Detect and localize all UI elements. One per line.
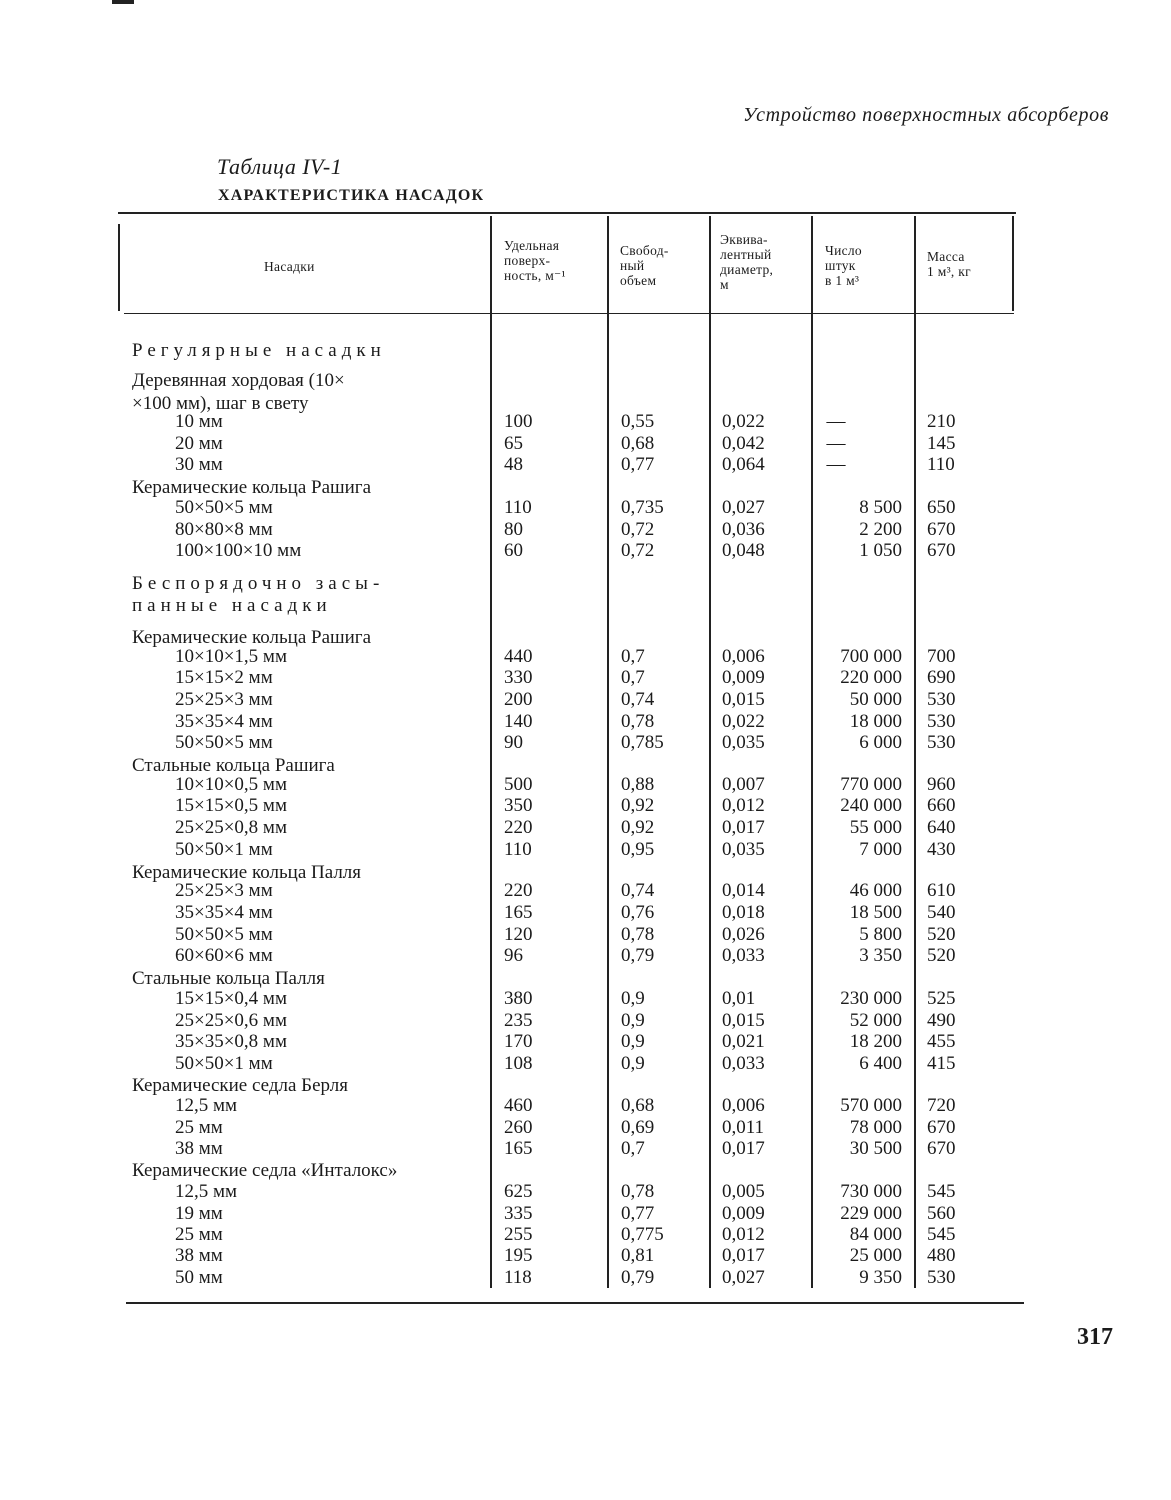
pieces-per-m3-cell: 84 000 — [849, 1224, 902, 1245]
pieces-per-m3-cell: 55 000 — [849, 817, 902, 838]
packing-name-cell: 19 мм — [175, 1203, 223, 1224]
specific-surface-cell: 195 — [504, 1245, 533, 1266]
mass-per-m3-cell: 520 — [927, 945, 956, 966]
free-volume-cell: 0,68 — [621, 433, 655, 454]
pieces-per-m3-cell: 18 000 — [849, 711, 902, 732]
mass-per-m3-cell: 210 — [927, 411, 956, 432]
free-volume-cell: 0,9 — [621, 988, 645, 1009]
equivalent-diameter-cell: 0,027 — [722, 497, 765, 518]
packing-name-cell: 12,5 мм — [175, 1095, 238, 1116]
packing-name-cell: Керамические седла Берля — [132, 1075, 348, 1096]
col-header-specific-surface: Удельная поверх- ность, м⁻¹ — [504, 238, 566, 283]
free-volume-cell: 0,775 — [621, 1224, 664, 1245]
packing-name-cell: 10 мм — [175, 411, 223, 432]
specific-surface-cell: 235 — [504, 1010, 533, 1031]
mass-per-m3-cell: 545 — [927, 1224, 956, 1245]
packing-name-cell: 80×80×8 мм — [175, 519, 273, 540]
free-volume-cell: 0,9 — [621, 1031, 645, 1052]
table-left-rule — [118, 224, 120, 311]
pieces-per-m3-cell: — — [826, 411, 846, 432]
packing-name-cell: 10×10×0,5 мм — [175, 774, 287, 795]
pieces-per-m3-cell: 30 500 — [849, 1138, 902, 1159]
specific-surface-cell: 350 — [504, 795, 533, 816]
specific-surface-cell: 90 — [504, 732, 523, 753]
mass-per-m3-cell: 415 — [927, 1053, 956, 1074]
specific-surface-cell: 500 — [504, 774, 533, 795]
mass-per-m3-cell: 110 — [927, 454, 955, 475]
free-volume-cell: 0,77 — [621, 454, 655, 475]
free-volume-cell: 0,95 — [621, 839, 655, 860]
specific-surface-cell: 80 — [504, 519, 523, 540]
mass-per-m3-cell: 530 — [927, 732, 956, 753]
free-volume-cell: 0,55 — [621, 411, 655, 432]
specific-surface-cell: 120 — [504, 924, 533, 945]
pieces-per-m3-cell: 78 000 — [849, 1117, 902, 1138]
specific-surface-cell: 65 — [504, 433, 523, 454]
table-top-rule — [118, 212, 1016, 214]
col-header-mass: Масса 1 м³, кг — [927, 249, 971, 279]
mass-per-m3-cell: 670 — [927, 540, 956, 561]
free-volume-cell: 0,78 — [621, 1181, 655, 1202]
equivalent-diameter-cell: 0,048 — [722, 540, 765, 561]
free-volume-cell: 0,72 — [621, 540, 655, 561]
pieces-per-m3-cell: 6 000 — [859, 732, 902, 753]
specific-surface-cell: 118 — [504, 1267, 532, 1288]
col-divider-2 — [607, 216, 609, 1288]
free-volume-cell: 0,76 — [621, 902, 655, 923]
pieces-per-m3-cell: 9 350 — [859, 1267, 902, 1288]
equivalent-diameter-cell: 0,018 — [722, 902, 765, 923]
packing-name-cell: 25×25×3 мм — [175, 880, 273, 901]
col-header-equivalent-diameter: Эквива- лентный диаметр, м — [720, 232, 774, 292]
specific-surface-cell: 108 — [504, 1053, 533, 1074]
specific-surface-cell: 96 — [504, 945, 523, 966]
packing-name-cell: 38 мм — [175, 1138, 223, 1159]
mass-per-m3-cell: 700 — [927, 646, 956, 667]
free-volume-cell: 0,7 — [621, 1138, 645, 1159]
free-volume-cell: 0,7 — [621, 667, 645, 688]
equivalent-diameter-cell: 0,035 — [722, 732, 765, 753]
specific-surface-cell: 165 — [504, 902, 533, 923]
pieces-per-m3-cell: 770 000 — [840, 774, 902, 795]
specific-surface-cell: 260 — [504, 1117, 533, 1138]
pieces-per-m3-cell: 220 000 — [840, 667, 902, 688]
pieces-per-m3-cell: 46 000 — [849, 880, 902, 901]
pieces-per-m3-cell: — — [826, 433, 846, 454]
mass-per-m3-cell: 145 — [927, 433, 956, 454]
packing-name-cell: 50×50×1 мм — [175, 839, 273, 860]
packing-name-cell: Керамические седла «Инталокс» — [132, 1160, 398, 1181]
pieces-per-m3-cell: 3 350 — [859, 945, 902, 966]
packing-name-cell: 35×35×4 мм — [175, 711, 273, 732]
packing-name-cell: Стальные кольца Рашига — [132, 755, 335, 776]
specific-surface-cell: 100 — [504, 411, 533, 432]
mass-per-m3-cell: 525 — [927, 988, 956, 1009]
mass-per-m3-cell: 530 — [927, 711, 956, 732]
equivalent-diameter-cell: 0,009 — [722, 1203, 765, 1224]
table-bottom-rule — [126, 1302, 1024, 1304]
col-divider-1 — [490, 216, 492, 1288]
equivalent-diameter-cell: 0,014 — [722, 880, 765, 901]
col-divider-5 — [914, 216, 916, 1288]
free-volume-cell: 0,78 — [621, 924, 655, 945]
mass-per-m3-cell: 545 — [927, 1181, 956, 1202]
pieces-per-m3-cell: 50 000 — [849, 689, 902, 710]
free-volume-cell: 0,69 — [621, 1117, 655, 1138]
pieces-per-m3-cell: 18 500 — [849, 902, 902, 923]
specific-surface-cell: 165 — [504, 1138, 533, 1159]
packing-name-cell: 50×50×1 мм — [175, 1053, 273, 1074]
specific-surface-cell: 335 — [504, 1203, 533, 1224]
packing-name-cell: Стальные кольца Палля — [132, 968, 325, 989]
packing-name-cell: Керамические кольца Рашига — [132, 477, 372, 498]
packing-name-cell: Беспорядочно засы- — [132, 573, 385, 594]
equivalent-diameter-cell: 0,015 — [722, 689, 765, 710]
free-volume-cell: 0,735 — [621, 497, 664, 518]
pieces-per-m3-cell: 730 000 — [840, 1181, 902, 1202]
equivalent-diameter-cell: 0,007 — [722, 774, 765, 795]
pieces-per-m3-cell: 1 050 — [859, 540, 902, 561]
pieces-per-m3-cell: 700 000 — [840, 646, 902, 667]
free-volume-cell: 0,74 — [621, 880, 655, 901]
pieces-per-m3-cell: 25 000 — [849, 1245, 902, 1266]
equivalent-diameter-cell: 0,012 — [722, 1224, 765, 1245]
mass-per-m3-cell: 720 — [927, 1095, 956, 1116]
packing-name-cell: 35×35×4 мм — [175, 902, 273, 923]
packing-name-cell: 20 мм — [175, 433, 223, 454]
equivalent-diameter-cell: 0,042 — [722, 433, 765, 454]
free-volume-cell: 0,81 — [621, 1245, 655, 1266]
packing-name-cell: 25×25×3 мм — [175, 689, 273, 710]
specific-surface-cell: 60 — [504, 540, 523, 561]
pieces-per-m3-cell: 6 400 — [859, 1053, 902, 1074]
packing-name-cell: 100×100×10 мм — [175, 540, 302, 561]
free-volume-cell: 0,9 — [621, 1010, 645, 1031]
specific-surface-cell: 170 — [504, 1031, 533, 1052]
equivalent-diameter-cell: 0,017 — [722, 817, 765, 838]
packing-name-cell: 35×35×0,8 мм — [175, 1031, 287, 1052]
packing-name-cell: Керамические кольца Палля — [132, 862, 362, 883]
specific-surface-cell: 48 — [504, 454, 523, 475]
corner-mark — [112, 0, 134, 4]
mass-per-m3-cell: 540 — [927, 902, 956, 923]
packing-name-cell: 25 мм — [175, 1224, 223, 1245]
equivalent-diameter-cell: 0,022 — [722, 711, 765, 732]
specific-surface-cell: 440 — [504, 646, 533, 667]
mass-per-m3-cell: 640 — [927, 817, 956, 838]
mass-per-m3-cell: 520 — [927, 924, 956, 945]
running-header: Устройство поверхностных абсорберов — [743, 104, 1109, 126]
free-volume-cell: 0,74 — [621, 689, 655, 710]
mass-per-m3-cell: 490 — [927, 1010, 956, 1031]
pieces-per-m3-cell: 2 200 — [859, 519, 902, 540]
pieces-per-m3-cell: 230 000 — [840, 988, 902, 1009]
equivalent-diameter-cell: 0,035 — [722, 839, 765, 860]
equivalent-diameter-cell: 0,015 — [722, 1010, 765, 1031]
page-number: 317 — [1077, 1324, 1113, 1350]
table-header-bottom-rule — [124, 313, 1014, 314]
pieces-per-m3-cell: 229 000 — [840, 1203, 902, 1224]
mass-per-m3-cell: 430 — [927, 839, 956, 860]
mass-per-m3-cell: 960 — [927, 774, 956, 795]
free-volume-cell: 0,79 — [621, 1267, 655, 1288]
mass-per-m3-cell: 480 — [927, 1245, 956, 1266]
packing-name-cell: 25×25×0,8 мм — [175, 817, 287, 838]
equivalent-diameter-cell: 0,005 — [722, 1181, 765, 1202]
mass-per-m3-cell: 690 — [927, 667, 956, 688]
specific-surface-cell: 220 — [504, 817, 533, 838]
mass-per-m3-cell: 530 — [927, 1267, 956, 1288]
mass-per-m3-cell: 670 — [927, 1138, 956, 1159]
mass-per-m3-cell: 610 — [927, 880, 956, 901]
equivalent-diameter-cell: 0,006 — [722, 1095, 765, 1116]
packing-name-cell: Деревянная хордовая (10× — [132, 370, 345, 391]
packing-name-cell: панные насадки — [132, 595, 332, 616]
specific-surface-cell: 110 — [504, 497, 532, 518]
specific-surface-cell: 110 — [504, 839, 532, 860]
free-volume-cell: 0,9 — [621, 1053, 645, 1074]
pieces-per-m3-cell: 570 000 — [840, 1095, 902, 1116]
packing-name-cell: 10×10×1,5 мм — [175, 646, 287, 667]
equivalent-diameter-cell: 0,036 — [722, 519, 765, 540]
table-title: ХАРАКТЕРИСТИКА НАСАДОК — [218, 187, 485, 204]
packing-name-cell: 15×15×0,5 мм — [175, 795, 287, 816]
equivalent-diameter-cell: 0,017 — [722, 1138, 765, 1159]
free-volume-cell: 0,785 — [621, 732, 664, 753]
equivalent-diameter-cell: 0,033 — [722, 945, 765, 966]
packing-name-cell: 38 мм — [175, 1245, 223, 1266]
col-header-free-volume: Свобод- ный объем — [620, 243, 669, 288]
equivalent-diameter-cell: 0,064 — [722, 454, 765, 475]
pieces-per-m3-cell: 52 000 — [849, 1010, 902, 1031]
equivalent-diameter-cell: 0,006 — [722, 646, 765, 667]
col-divider-3 — [709, 216, 711, 1288]
table-right-rule — [1012, 216, 1014, 311]
packing-name-cell: 50×50×5 мм — [175, 732, 273, 753]
specific-surface-cell: 460 — [504, 1095, 533, 1116]
free-volume-cell: 0,78 — [621, 711, 655, 732]
packing-name-cell: Керамические кольца Рашига — [132, 627, 372, 648]
mass-per-m3-cell: 670 — [927, 519, 956, 540]
specific-surface-cell: 255 — [504, 1224, 533, 1245]
specific-surface-cell: 330 — [504, 667, 533, 688]
free-volume-cell: 0,7 — [621, 646, 645, 667]
pieces-per-m3-cell: 5 800 — [859, 924, 902, 945]
free-volume-cell: 0,72 — [621, 519, 655, 540]
col-header-packing: Насадки — [264, 259, 315, 274]
packing-name-cell: 15×15×2 мм — [175, 667, 273, 688]
free-volume-cell: 0,77 — [621, 1203, 655, 1224]
equivalent-diameter-cell: 0,012 — [722, 795, 765, 816]
pieces-per-m3-cell: 8 500 — [859, 497, 902, 518]
equivalent-diameter-cell: 0,033 — [722, 1053, 765, 1074]
packing-name-cell: ×100 мм), шаг в свету — [132, 393, 309, 414]
mass-per-m3-cell: 670 — [927, 1117, 956, 1138]
packing-name-cell: 60×60×6 мм — [175, 945, 273, 966]
free-volume-cell: 0,79 — [621, 945, 655, 966]
mass-per-m3-cell: 560 — [927, 1203, 956, 1224]
packing-name-cell: Регулярные насадкн — [132, 340, 386, 361]
specific-surface-cell: 140 — [504, 711, 533, 732]
specific-surface-cell: 625 — [504, 1181, 533, 1202]
pieces-per-m3-cell: 7 000 — [859, 839, 902, 860]
pieces-per-m3-cell: 18 200 — [849, 1031, 902, 1052]
free-volume-cell: 0,68 — [621, 1095, 655, 1116]
packing-name-cell: 12,5 мм — [175, 1181, 238, 1202]
equivalent-diameter-cell: 0,021 — [722, 1031, 765, 1052]
pieces-per-m3-cell: 240 000 — [840, 795, 902, 816]
equivalent-diameter-cell: 0,027 — [722, 1267, 765, 1288]
packing-name-cell: 50 мм — [175, 1267, 223, 1288]
packing-name-cell: 50×50×5 мм — [175, 924, 273, 945]
table-label: Таблица IV-1 — [217, 154, 343, 179]
mass-per-m3-cell: 650 — [927, 497, 956, 518]
free-volume-cell: 0,88 — [621, 774, 655, 795]
mass-per-m3-cell: 660 — [927, 795, 956, 816]
free-volume-cell: 0,92 — [621, 795, 655, 816]
packing-name-cell: 30 мм — [175, 454, 223, 475]
specific-surface-cell: 220 — [504, 880, 533, 901]
col-header-pieces-per-m3: Число штук в 1 м³ — [825, 243, 862, 288]
mass-per-m3-cell: 455 — [927, 1031, 956, 1052]
mass-per-m3-cell: 530 — [927, 689, 956, 710]
equivalent-diameter-cell: 0,01 — [722, 988, 756, 1009]
specific-surface-cell: 200 — [504, 689, 533, 710]
equivalent-diameter-cell: 0,022 — [722, 411, 765, 432]
equivalent-diameter-cell: 0,026 — [722, 924, 765, 945]
specific-surface-cell: 380 — [504, 988, 533, 1009]
packing-name-cell: 25×25×0,6 мм — [175, 1010, 287, 1031]
equivalent-diameter-cell: 0,009 — [722, 667, 765, 688]
packing-name-cell: 15×15×0,4 мм — [175, 988, 287, 1009]
free-volume-cell: 0,92 — [621, 817, 655, 838]
equivalent-diameter-cell: 0,017 — [722, 1245, 765, 1266]
packing-name-cell: 50×50×5 мм — [175, 497, 273, 518]
equivalent-diameter-cell: 0,011 — [722, 1117, 765, 1138]
pieces-per-m3-cell: — — [826, 454, 846, 475]
packing-name-cell: 25 мм — [175, 1117, 223, 1138]
